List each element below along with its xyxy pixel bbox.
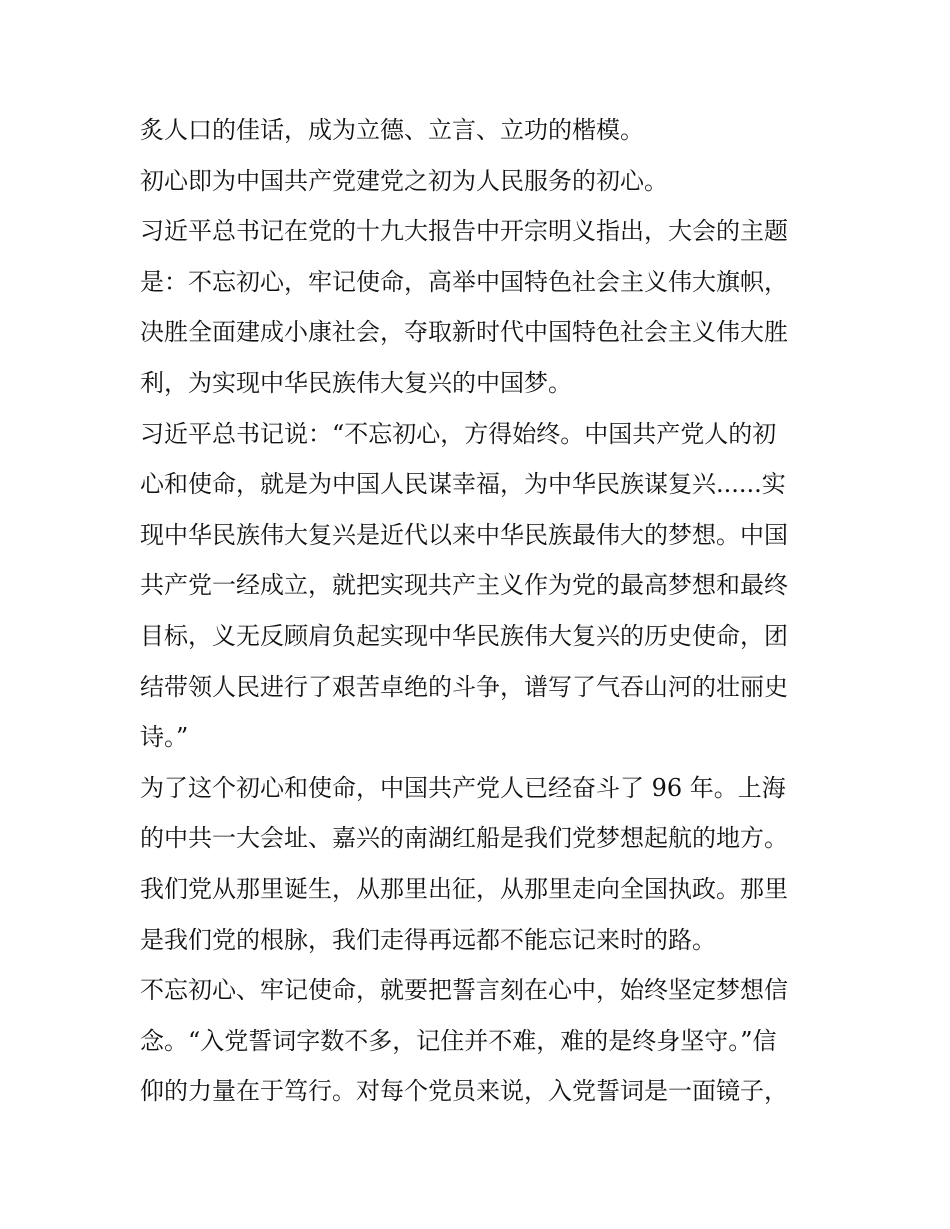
text-line: 炙人口的佳话，成为立德、立言、立功的楷模。 (140, 116, 644, 144)
text-line: 决胜全面建成小康社会，夺取新时代中国特色社会主义伟大胜 (140, 318, 788, 347)
text-line: 的中共一大会址、嘉兴的南湖红船是我们党梦想起航的地方。 (140, 824, 788, 853)
document-body (140, 105, 820, 1117)
text-line: 目标，义无反顾肩负起实现中华民族伟大复兴的历史使命，团 (140, 621, 788, 650)
text-line: 仰的力量在于笃行。对每个党员来说，入党誓词是一面镜子， (140, 1077, 788, 1106)
text-line: 不忘初心、牢记使命，就要把誓言刻在心中，始终坚定梦想信 (140, 976, 788, 1005)
text-line: 利，为实现中华民族伟大复兴的中国梦。 (140, 368, 572, 397)
text-line: 诗。” (140, 723, 189, 752)
text-line: 共产党一经成立，就把实现共产主义作为党的最高梦想和最终 (140, 571, 788, 600)
text-line: 习近平总书记说：“不忘初心，方得始终。中国共产党人的初 (140, 419, 777, 448)
text-line: 结带领人民进行了艰苦卓绝的斗争，谱写了气吞山河的壮丽史 (140, 672, 788, 701)
text-line: 初心即为中国共产党建党之初为人民服务的初心。 (140, 166, 668, 195)
text-line: 习近平总书记在党的十九大报告中开宗明义指出，大会的主题 (140, 217, 788, 246)
text-line: 是：不忘初心，牢记使命，高举中国特色社会主义伟大旗帜， (140, 267, 788, 296)
text-line: 我们党从那里诞生，从那里出征，从那里走向全国执政。那里 (140, 874, 788, 903)
text-line: 是我们党的根脉，我们走得再远都不能忘记来时的路。 (140, 925, 716, 954)
text-line: 为了这个初心和使命，中国共产党人已经奋斗了 96 年。上海 (140, 773, 786, 802)
text-line: 现中华民族伟大复兴是近代以来中华民族最伟大的梦想。中国 (140, 520, 788, 549)
text-line: 心和使命，就是为中国人民谋幸福，为中华民族谋复兴......实 (140, 470, 786, 499)
text-line: 念。“入党誓词字数不多，记住并不难，难的是终身坚守。”信 (140, 1026, 777, 1055)
